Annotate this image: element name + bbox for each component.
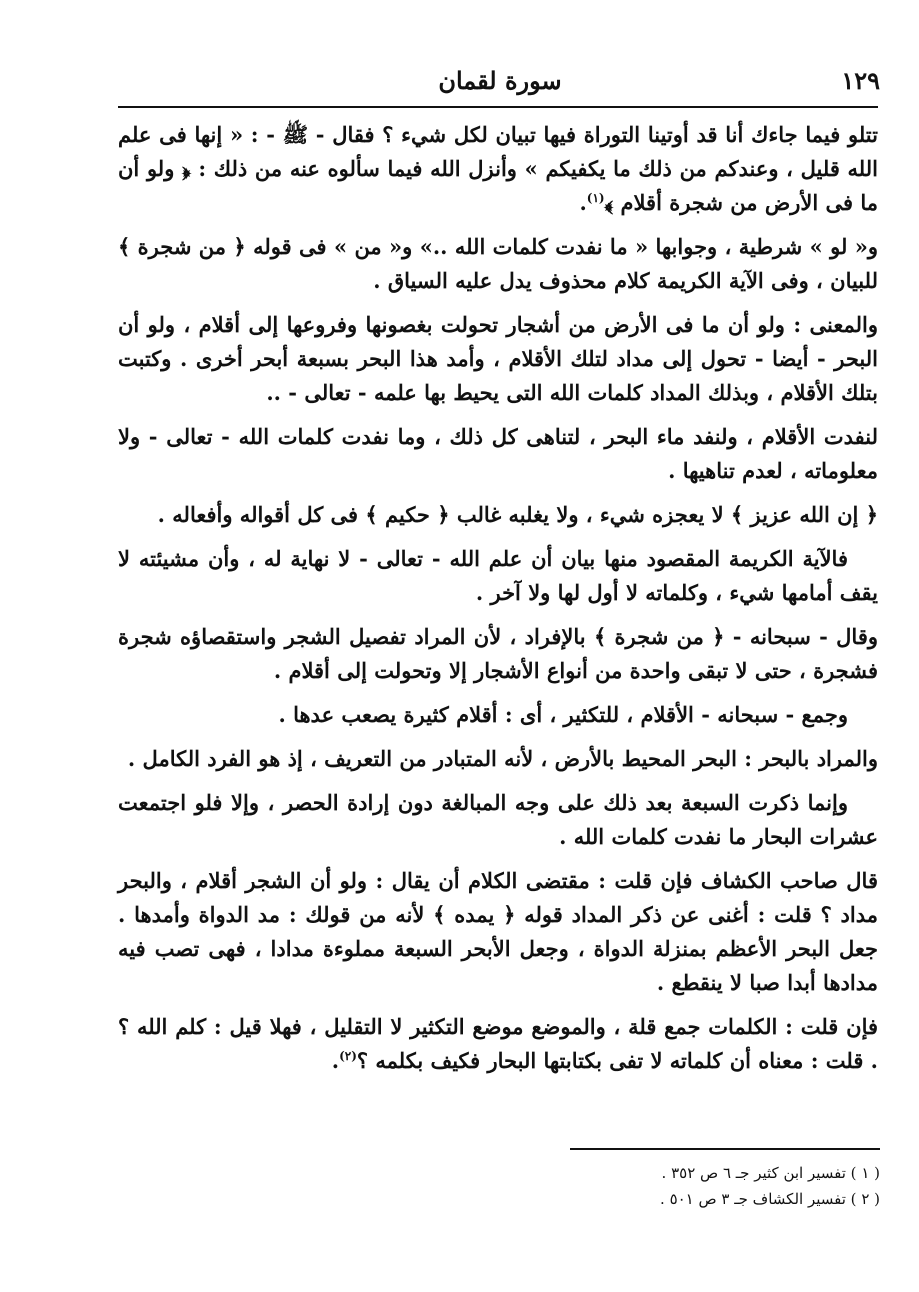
- paragraph: [118, 620, 878, 688]
- paragraph: [118, 1010, 878, 1078]
- paragraph-text: قال صاحب الكشاف فإن قلت : مقتضى الكلام أن يقال : ولو أن الشجر أقلام ، والبحر مداد ؟ قلت : أغنى عن ذكر المداد قوله ﴿ يمده ﴾ لأنه من قولك : مد الدواة وأمدها . جعل البحر الأعظم بمنزلة الدواة ، وجعل الأبحر السبعة مملوءة مدادا ، فهى تصب فيه مدادها أبدا صبا لا ينقطع .: [118, 868, 878, 995]
- paragraph: [118, 498, 878, 532]
- paragraph: [118, 542, 878, 610]
- sentence-end: .: [579, 190, 587, 215]
- paragraph-text: والمعنى : ولو أن ما فى الأرض من أشجار تحولت بغصونها وفروعها إلى أقلام ، ولو أن البحر - أيضا - تحول إلى مداد لتلك الأقلام ، وأمد هذا البحر بسبعة أبحر أخرى . وكتبت بتلك الأقلام ، وبذلك المداد كلمات الله التى يحيط بها علمه - تعالى - ..: [118, 312, 878, 405]
- paragraph-text: وجمع - سبحانه - الأقلام ، للتكثير ، أى : أقلام كثيرة يصعب عدها .: [278, 702, 848, 727]
- page-number: ١٢٩: [841, 66, 880, 95]
- surah-title: سورة لقمان: [438, 66, 562, 95]
- paragraph-text: فالآية الكريمة المقصود منها بيان أن علم الله - تعالى - لا نهاية له ، وأن مشيئته لا يقف أمامها شيء ، وكلماته لا أول لها ولا آخر .: [118, 546, 878, 605]
- paragraph: [118, 698, 878, 732]
- footnote-ref: (٢): [339, 1049, 357, 1063]
- footnote: ( ١ ) تفسير ابن كثير جـ ٦ ص ٣٥٢ .: [661, 1164, 880, 1182]
- header-rule: [118, 106, 878, 108]
- paragraph: [118, 230, 878, 298]
- footnote-rule: [570, 1148, 880, 1150]
- paragraph: [118, 742, 878, 776]
- paragraph-text: ﴿ إن الله عزيز ﴾ لا يعجزه شيء ، ولا يغلبه غالب ﴿ حكيم ﴾ فى كل أقواله وأفعاله .: [157, 502, 878, 527]
- paragraph: [118, 420, 878, 488]
- paragraph: [118, 118, 878, 220]
- sentence-end: .: [331, 1048, 340, 1073]
- page-header: [120, 66, 880, 106]
- footnotes: [400, 1160, 880, 1212]
- footnote: ( ٢ ) تفسير الكشاف جـ ٣ ص ٥٠١ .: [660, 1190, 880, 1208]
- paragraph: [118, 308, 878, 410]
- paragraph-text: تتلو فيما جاءك أنا قد أوتينا التوراة فيها تبيان لكل شيء ؟ فقال - ﷺ - : « إنها فى علم الله قليل ، وعندكم من ذلك ما يكفيكم » وأنزل الله فيما سألوه عنه من ذلك : ﴿ ولو أن ما فى الأرض من شجرة أقلام ﴾: [118, 122, 878, 215]
- paragraph: [118, 786, 878, 854]
- footnote-ref: (١): [586, 191, 605, 205]
- paragraph-text: والمراد بالبحر : البحر المحيط بالأرض ، لأنه المتبادر من التعريف ، إذ هو الفرد الكامل .: [127, 746, 878, 771]
- paragraph: [118, 864, 878, 1000]
- main-text: [118, 118, 878, 1088]
- paragraph-text: لنفدت الأقلام ، ولنفد ماء البحر ، لتناهى كل ذلك ، وما نفدت كلمات الله - تعالى - ولا معلوماته ، لعدم تناهيها .: [118, 424, 878, 483]
- paragraph-text: وقال - سبحانه - ﴿ من شجرة ﴾ بالإفراد ، لأن المراد تفصيل الشجر واستقصاؤه شجرة فشجرة ، حتى لا تبقى واحدة من أنواع الأشجار إلا وتحولت إلى أقلام .: [118, 624, 878, 683]
- paragraph-text: وإنما ذكرت السبعة بعد ذلك على وجه المبالغة دون إرادة الحصر ، وإلا فلو اجتمعت عشرات البحار ما نفدت كلمات الله .: [118, 790, 878, 849]
- paragraph-text: فإن قلت : الكلمات جمع قلة ، والموضع موضع التكثير لا التقليل ، فهلا قيل : كلم الله ؟ . قلت : معناه أن كلماته لا تفى بكتابتها البحار فكيف بكلمه ؟: [118, 1014, 879, 1073]
- paragraph-text: و« لو » شرطية ، وجوابها « ما نفدت كلمات الله ..» و« من » فى قوله ﴿ من شجرة ﴾ للبيان ، وفى الآية الكريمة كلام محذوف يدل عليه السياق .: [118, 234, 878, 293]
